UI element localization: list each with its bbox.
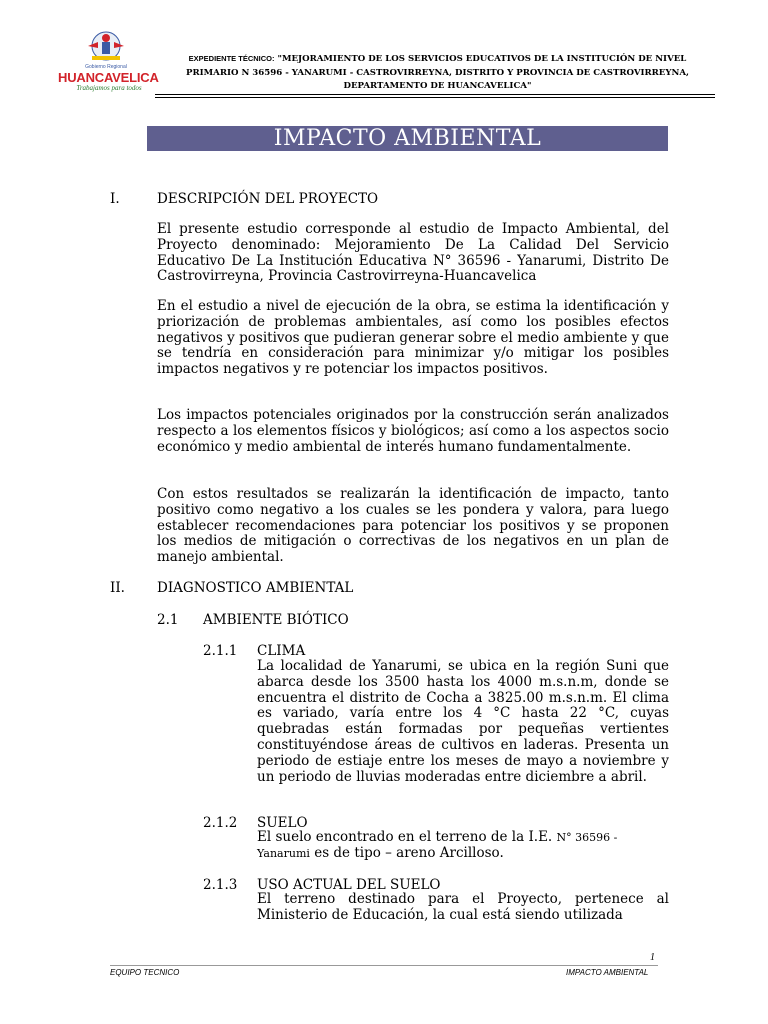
section-1-paragraph-2: En el estudio a nivel de ejecución de la obra, se estima la identificación y priorización de problemas ambientales, así como los posibles efectos negativos y positivos que pudieran generar sobre el medio ambiente y que se tendría en consideración para minimizar y/o mitigar los posibles impactos negativos y re potenciar los impactos positivos.: [157, 298, 669, 378]
section-2-title: DIAGNOSTICO AMBIENTAL: [157, 580, 354, 596]
section-2-1-3-number: 2.1.3: [203, 877, 238, 893]
header-rule: [155, 94, 715, 95]
page-number: 1: [650, 952, 655, 963]
section-2-1-title: AMBIENTE BIÓTICO: [203, 612, 349, 628]
section-1-paragraph-1: El presente estudio corresponde al estudio de Impacto Ambiental, del Proyecto denominado: Mejoramiento De La Calidad Del Servicio Educativo De La Institución Educativa N° 36596 - Yanarumi, Distrito De Castrovirreyna, Provincia Castrovirreyna-Huancavelica: [157, 221, 669, 285]
section-2-1-3-title: USO ACTUAL DEL SUELO: [257, 877, 441, 893]
header-line1: "MEJORAMIENTO DE LOS SERVICIOS EDUCATIVOS DE LA INSTITUCIÓN DE NIVEL: [277, 54, 687, 64]
page-title: IMPACTO AMBIENTAL: [147, 126, 668, 151]
section-2-1-number: 2.1: [157, 612, 179, 628]
section-1-paragraph-3: Los impactos potenciales originados por la construcción serán analizados respecto a los elementos físicos y biológicos; así como a los aspectos socio económico y medio ambiental de interés humano fundamentalmente.: [157, 407, 669, 455]
header-label: EXPEDIENTE TÉCNICO: [188, 54, 273, 63]
header-line3: DEPARTAMENTO DE HUANCAVELICA": [343, 81, 532, 91]
section-2-1-3-text: El terreno destinado para el Proyecto, pertenece al Ministerio de Educación, la cual está siendo utilizada: [257, 891, 669, 923]
section-2-1-2-number: 2.1.2: [203, 815, 238, 831]
section-2-1-2-title: SUELO: [257, 815, 308, 831]
footer-left: EQUIPO TECNICO: [110, 968, 180, 977]
header-line2: PRIMARIO N 36596 - YANARUMI - CASTROVIRREYNA, DISTRITO Y PROVINCIA DE CASTROVIRREYNA,: [186, 67, 689, 78]
logo-tagline: Trabajamos para todos: [76, 84, 142, 92]
section-2-number: II.: [110, 580, 125, 596]
footer-rule: [110, 965, 658, 966]
footer-right: IMPACTO AMBIENTAL: [566, 968, 649, 977]
header-rule-thin: [155, 97, 715, 98]
section-2-1-1-number: 2.1.1: [203, 643, 238, 659]
section-1-paragraph-4: Con estos resultados se realizarán la identificación de impacto, tanto positivo como negativo a los cuales se les pondera y valora, para luego establecer recomendaciones para potenciar los positivos y se proponen los medios de mitigación o correctivas de los negativos en un plan de manejo ambiental.: [157, 486, 669, 566]
section-1-number: I.: [110, 191, 120, 207]
section-2-1-2-text: El suelo encontrado en el terreno de la I.E. N° 36596 - Yanarumi es de tipo – areno Arcilloso.: [257, 829, 618, 861]
expediente-header: EXPEDIENTE TÉCNICO: "MEJORAMIENTO DE LOS SERVICIOS EDUCATIVOS DE LA INSTITUCIÓN DE NIVEL PRIMARIO N 36596 - YANARUMI - CASTROVIRREYNA, DISTRITO Y PROVINCIA DE CASTROVIRREYNA, DEPARTAMENTO DE HUANCAVELICA": [160, 52, 715, 94]
logo-title: HUANCAVELICA: [58, 70, 159, 85]
section-2-1-1-text: La localidad de Yanarumi, se ubica en la región Suni que abarca desde los 3500 hasta los 4000 m.s.n.m, donde se encuentra el distrito de Cocha a 3825.00 m.s.n.m. El clima es variado, varía entre los 4 °C hasta 22 °C, cuyas quebradas están formadas por pequeñas vertientes constituyéndose áreas de cultivos en laderas. Presenta un periodo de estiaje entre los meses de mayo a noviembre y un periodo de lluvias moderadas entre diciembre a abril.: [257, 658, 669, 785]
logo-small-text: Gobierno Regional: [85, 64, 127, 70]
section-2-1-1-title: CLIMA: [257, 643, 306, 659]
section-1-title: DESCRIPCIÓN DEL PROYECTO: [157, 191, 379, 207]
